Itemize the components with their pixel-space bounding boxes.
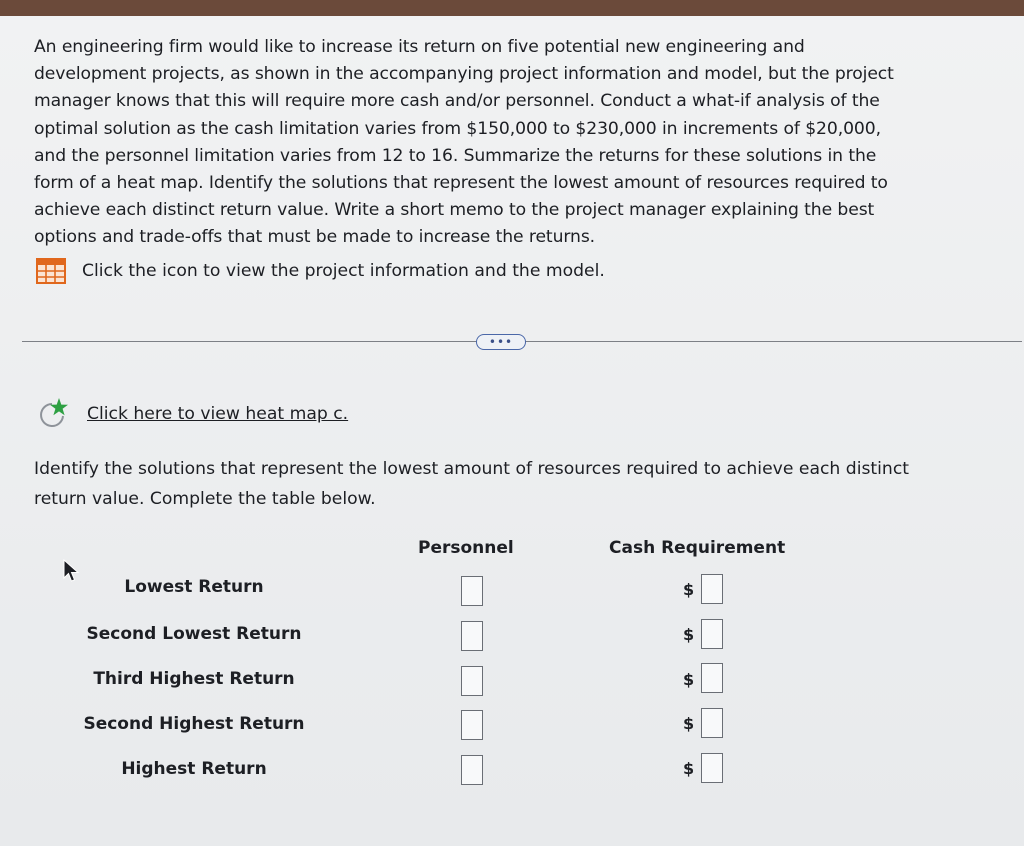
star-icon [36, 397, 70, 431]
heatmap-link-row [36, 397, 348, 431]
problem-line: development projects, as shown in the accompanying project information and model, but the project [34, 64, 894, 85]
spreadsheet-icon[interactable] [36, 258, 66, 284]
personnel-input-second-highest-return[interactable] [461, 710, 483, 740]
problem-line: achieve each distinct return value. Write a short memo to the project manager explaining the best [34, 200, 875, 221]
top-edge-band [0, 0, 1024, 16]
personnel-input-third-highest-return[interactable] [461, 666, 483, 696]
cash-input-second-lowest-return[interactable] [701, 619, 723, 649]
problem-line: form of a heat map. Identify the solutions that represent the lowest amount of resources required to [34, 173, 888, 194]
project-info-link-row [36, 258, 605, 284]
cash-input-lowest-return[interactable] [701, 574, 723, 604]
cash-input-highest-return[interactable] [701, 753, 723, 783]
row-label-highest-return: Highest Return [121, 759, 267, 779]
project-info-link-text: Click the icon to view the project information and the model. [82, 261, 605, 281]
dollar-sign: $ [683, 625, 695, 644]
personnel-input-lowest-return[interactable] [461, 576, 483, 606]
cash-input-second-highest-return[interactable] [701, 708, 723, 738]
expand-more-button[interactable]: ••• [476, 334, 526, 350]
question-line: return value. Complete the table below. [34, 489, 376, 509]
question-line: Identify the solutions that represent the lowest amount of resources required to achieve each distinct [34, 459, 910, 479]
dollar-sign: $ [683, 714, 695, 733]
heatmap-link[interactable]: Click here to view heat map c. [87, 404, 349, 424]
row-label-second-lowest-return: Second Lowest Return [86, 624, 302, 644]
dollar-sign: $ [683, 670, 695, 689]
problem-line: manager knows that this will require more cash and/or personnel. Conduct a what-if analysis of the [34, 91, 880, 112]
problem-statement [34, 34, 1004, 252]
problem-line: optimal solution as the cash limitation varies from $150,000 to $230,000 in increments of $20,000, [34, 118, 881, 139]
problem-line: An engineering firm would like to increase its return on five potential new engineering and [34, 37, 805, 57]
row-label-third-highest-return: Third Highest Return [93, 669, 295, 689]
cash-input-third-highest-return[interactable] [701, 663, 723, 693]
problem-line: options and trade-offs that must be made to increase the returns. [34, 227, 596, 248]
row-label-lowest-return: Lowest Return [124, 577, 264, 597]
row-label-second-highest-return: Second Highest Return [83, 714, 305, 734]
dollar-sign: $ [683, 580, 695, 599]
personnel-column-header: Personnel [418, 538, 514, 558]
personnel-input-highest-return[interactable] [461, 755, 483, 785]
personnel-input-second-lowest-return[interactable] [461, 621, 483, 651]
problem-line: and the personnel limitation varies from 12 to 16. Summarize the returns for these solutions in the [34, 145, 877, 166]
cash-requirement-column-header: Cash Requirement [609, 538, 786, 558]
question-text [34, 454, 1014, 514]
dollar-sign: $ [683, 759, 695, 778]
